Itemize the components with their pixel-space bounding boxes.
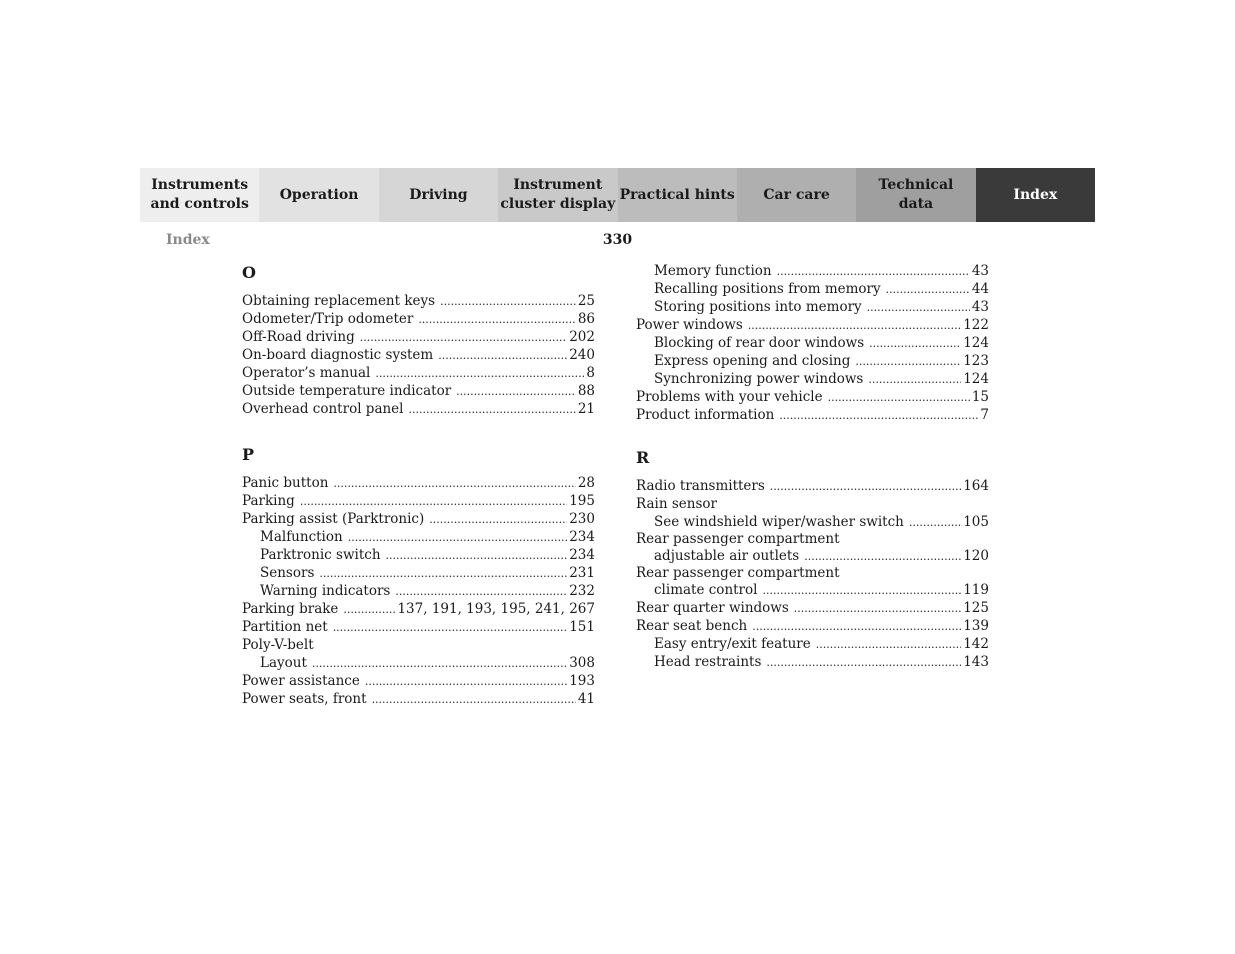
- tab-operation[interactable]: Operation: [259, 168, 378, 222]
- entry-label: Warning indicators: [260, 583, 391, 599]
- index-entry[interactable]: [242, 310, 595, 328]
- index-letter-o: O: [242, 263, 256, 282]
- index-heading-entry: Rain sensor: [636, 496, 717, 512]
- entry-page: 142: [963, 636, 989, 652]
- entry-page: 234: [569, 529, 595, 545]
- tab-driving[interactable]: Driving: [379, 168, 498, 222]
- index-subentry[interactable]: [636, 513, 989, 531]
- tab-car-care[interactable]: Car care: [737, 168, 856, 222]
- index-subentry[interactable]: [636, 635, 989, 653]
- index-column-right: [636, 262, 989, 671]
- entry-page: 122: [963, 317, 989, 333]
- index-entry[interactable]: [636, 617, 989, 635]
- index-entry-two-line[interactable]: [636, 531, 989, 565]
- index-subentry[interactable]: [242, 564, 595, 582]
- index-heading-entry: Poly-V-belt: [242, 637, 314, 653]
- tab-practical-hints[interactable]: Practical hints: [618, 168, 737, 222]
- entry-label: Rear seat bench: [636, 618, 748, 634]
- tab-instrument-cluster-display[interactable]: Instrument cluster display: [498, 168, 617, 222]
- entry-label: Power assistance: [242, 673, 360, 689]
- entry-label-line: Rear passenger compartment: [636, 531, 840, 547]
- entry-label: Power seats, front: [242, 691, 367, 707]
- entry-page: 164: [963, 478, 989, 494]
- index-entry[interactable]: [242, 618, 595, 636]
- index-entry[interactable]: [242, 292, 595, 310]
- index-entry[interactable]: [242, 346, 595, 364]
- entry-page: 308: [569, 655, 595, 671]
- index-entry[interactable]: [242, 672, 595, 690]
- index-entry[interactable]: [636, 477, 989, 495]
- entry-page: 231: [569, 565, 595, 581]
- index-letter-r: R: [636, 448, 650, 467]
- entry-label: Storing positions into memory: [654, 299, 862, 315]
- index-entry[interactable]: [242, 364, 595, 382]
- entry-label: Malfunction: [260, 529, 343, 545]
- entry-page: 124: [963, 371, 989, 387]
- index-entry[interactable]: [242, 400, 595, 418]
- entry-label: Blocking of rear door windows: [654, 335, 865, 351]
- entry-page: 202: [569, 329, 595, 345]
- tab-technical-data[interactable]: Technical data: [856, 168, 975, 222]
- entry-label: Radio transmitters: [636, 478, 765, 494]
- entry-label: Partition net: [242, 619, 328, 635]
- entry-label: Rear quarter windows: [636, 600, 789, 616]
- page-number: 330: [602, 232, 633, 248]
- section-title: Index: [166, 232, 210, 248]
- entry-page: 120: [963, 548, 989, 564]
- entry-page: 44: [971, 281, 989, 297]
- entry-label: Easy entry/exit feature: [654, 636, 811, 652]
- entry-label: Product information: [636, 407, 775, 423]
- entry-label: Power windows: [636, 317, 743, 333]
- entry-page: 123: [963, 353, 989, 369]
- index-subentry[interactable]: [636, 280, 989, 298]
- entry-label: Operator’s manual: [242, 365, 371, 381]
- index-entry[interactable]: [242, 328, 595, 346]
- entry-label: See windshield wiper/washer switch: [654, 514, 904, 530]
- index-subentry[interactable]: [636, 352, 989, 370]
- entry-label: On-board diagnostic system: [242, 347, 434, 363]
- index-entry[interactable]: [242, 510, 595, 528]
- entry-label: Off-Road driving: [242, 329, 355, 345]
- entry-label: Layout: [260, 655, 307, 671]
- index-subentry[interactable]: [636, 334, 989, 352]
- entry-label: Obtaining replacement keys: [242, 293, 436, 309]
- chapter-tabs: [140, 168, 1095, 222]
- entry-page: 195: [569, 493, 595, 509]
- index-entry[interactable]: [242, 600, 595, 618]
- index-entry[interactable]: [636, 316, 989, 334]
- index-subentry[interactable]: [242, 546, 595, 564]
- index-entry[interactable]: [242, 492, 595, 510]
- index-subentry[interactable]: [636, 653, 989, 671]
- entry-label: Panic button: [242, 475, 329, 491]
- entry-page: 7: [980, 407, 989, 423]
- index-entry-two-line[interactable]: [636, 565, 989, 599]
- entry-page: 234: [569, 547, 595, 563]
- entry-page: 21: [577, 401, 595, 417]
- index-subentry[interactable]: [636, 262, 989, 280]
- entry-page: 139: [963, 618, 989, 634]
- entry-page: 193: [569, 673, 595, 689]
- entry-label: Express opening and closing: [654, 353, 851, 369]
- index-entry[interactable]: [242, 690, 595, 708]
- entry-page: 43: [971, 263, 989, 279]
- index-subentry[interactable]: [242, 654, 595, 672]
- index-subentry[interactable]: [636, 298, 989, 316]
- entry-page: 119: [963, 582, 989, 598]
- entry-label: Parking: [242, 493, 295, 509]
- entry-label: climate control: [654, 582, 758, 598]
- entry-page: 105: [963, 514, 989, 530]
- index-entry[interactable]: [242, 382, 595, 400]
- entry-label: Odometer/Trip odometer: [242, 311, 414, 327]
- index-entry[interactable]: [636, 406, 989, 424]
- index-subentry: [636, 581, 989, 599]
- entry-page: 143: [963, 654, 989, 670]
- entry-page: 41: [577, 691, 595, 707]
- tab-index[interactable]: Index: [976, 168, 1095, 222]
- index-subentry[interactable]: [636, 370, 989, 388]
- entry-page: 230: [569, 511, 595, 527]
- entry-page: 88: [577, 383, 595, 399]
- entry-page: 28: [577, 475, 595, 491]
- entry-label: Overhead control panel: [242, 401, 404, 417]
- entry-page: 232: [569, 583, 595, 599]
- entry-label: Outside temperature indicator: [242, 383, 452, 399]
- entry-page: 8: [586, 365, 595, 381]
- index-subentry[interactable]: [242, 528, 595, 546]
- index-letter-p: P: [242, 445, 255, 464]
- entry-page: 151: [569, 619, 595, 635]
- entry-label: Synchronizing power windows: [654, 371, 864, 387]
- index-subentry[interactable]: [242, 582, 595, 600]
- entry-label: Parking brake: [242, 601, 339, 617]
- entry-label: Parktronic switch: [260, 547, 381, 563]
- entry-label: adjustable air outlets: [654, 548, 800, 564]
- index-column-left: [242, 262, 595, 708]
- entry-label: Recalling positions from memory: [654, 281, 881, 297]
- entry-page: 15: [971, 389, 989, 405]
- entry-label: Memory function: [654, 263, 772, 279]
- entry-label-line: Rear passenger compartment: [636, 565, 840, 581]
- entry-page: 137, 191, 193, 195, 241, 267: [397, 601, 595, 617]
- entry-page: 86: [577, 311, 595, 327]
- tab-instruments-and-controls[interactable]: Instruments and controls: [140, 168, 259, 222]
- entry-page: 240: [569, 347, 595, 363]
- index-subentry: [636, 547, 989, 565]
- entry-page: 124: [963, 335, 989, 351]
- index-entry[interactable]: [636, 599, 989, 617]
- entry-label: Head restraints: [654, 654, 762, 670]
- entry-page: 43: [971, 299, 989, 315]
- entry-page: 25: [577, 293, 595, 309]
- index-entry[interactable]: [636, 388, 989, 406]
- index-entry[interactable]: [242, 474, 595, 492]
- entry-label: Problems with your vehicle: [636, 389, 823, 405]
- entry-page: 125: [963, 600, 989, 616]
- entry-label: Sensors: [260, 565, 315, 581]
- entry-label: Parking assist (Parktronic): [242, 511, 425, 527]
